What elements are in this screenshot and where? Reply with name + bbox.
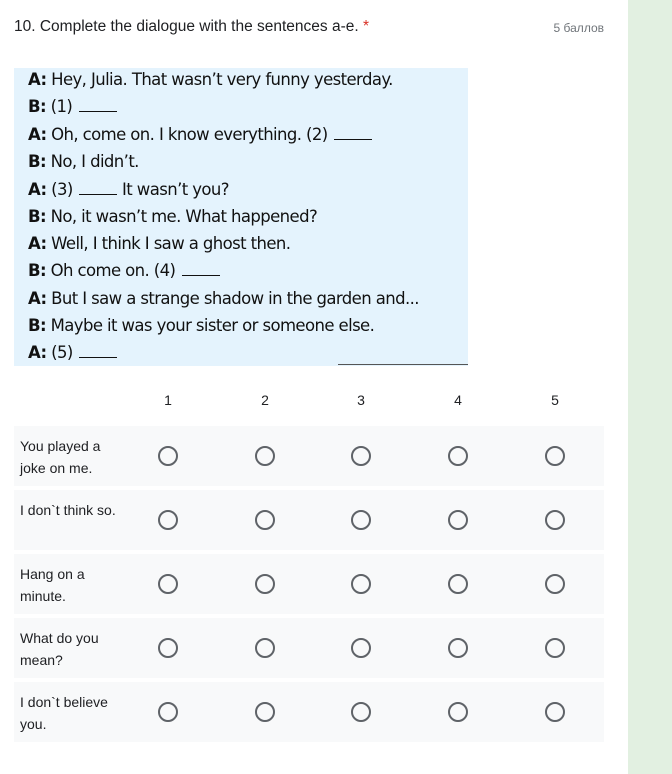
grid-row <box>14 490 604 550</box>
radio-button[interactable] <box>448 574 468 594</box>
radio-button[interactable] <box>255 638 275 658</box>
column-header: 5 <box>551 392 559 408</box>
radio-button[interactable] <box>255 446 275 466</box>
dialogue-line <box>28 125 372 144</box>
radio-button[interactable] <box>351 638 371 658</box>
dialogue-speaker: B: <box>28 316 46 335</box>
row-label: I don`t believe you. <box>20 694 108 732</box>
dialogue-blank <box>79 111 117 112</box>
dialogue-text: (1) <box>50 97 73 116</box>
row-label: Hang on a minute. <box>20 566 85 604</box>
radio-button[interactable] <box>158 702 178 722</box>
column-header: 4 <box>454 392 462 408</box>
radio-button[interactable] <box>255 702 275 722</box>
radio-button[interactable] <box>545 510 565 530</box>
dialogue-line <box>28 289 419 308</box>
radio-button[interactable] <box>158 638 178 658</box>
page-background-side <box>628 0 672 774</box>
column-header: 2 <box>261 392 269 408</box>
dialogue-speaker: A: <box>28 70 47 89</box>
dialogue-speaker: A: <box>28 234 47 253</box>
dialogue-text: Maybe it was your sister or someone else. <box>50 316 375 335</box>
dialogue-text: Well, I think I saw a ghost then. <box>51 234 291 253</box>
dialogue-text: Hey, Julia. That wasn’t very funny yesterday. <box>51 70 393 89</box>
column-header: 1 <box>164 392 172 408</box>
row-label: What do you mean? <box>20 630 99 668</box>
dialogue-blank <box>182 275 220 276</box>
radio-button[interactable] <box>255 510 275 530</box>
radio-button[interactable] <box>351 702 371 722</box>
dialogue-line <box>28 343 117 362</box>
radio-button[interactable] <box>448 702 468 722</box>
required-asterisk: * <box>362 18 370 35</box>
radio-button[interactable] <box>158 510 178 530</box>
row-label: I don`t think so. <box>20 502 116 518</box>
dialogue-text-after: It wasn’t you? <box>122 180 229 199</box>
dialogue-blank <box>79 194 117 195</box>
radio-button[interactable] <box>545 638 565 658</box>
dialogue-line <box>28 261 220 280</box>
radio-button[interactable] <box>448 510 468 530</box>
question-title <box>14 18 369 36</box>
dialogue-text: No, it wasn’t me. What happened? <box>50 207 318 226</box>
dialogue-line <box>28 97 117 116</box>
dialogue-speaker: B: <box>28 152 46 171</box>
radio-button[interactable] <box>448 638 468 658</box>
dialogue-blank <box>334 139 372 140</box>
dialogue-speaker: B: <box>28 207 46 226</box>
radio-button[interactable] <box>158 446 178 466</box>
radio-button[interactable] <box>545 446 565 466</box>
radio-button[interactable] <box>448 446 468 466</box>
dialogue-line <box>28 70 393 89</box>
dialogue-image <box>14 68 468 366</box>
dialogue-text: Oh come on. (4) <box>50 261 176 280</box>
grid-row <box>14 682 604 742</box>
radio-button[interactable] <box>158 574 178 594</box>
radio-button[interactable] <box>545 702 565 722</box>
dialogue-text: (3) <box>51 180 73 199</box>
dialogue-line <box>28 152 139 171</box>
dialogue-speaker: B: <box>28 97 46 116</box>
radio-button[interactable] <box>351 446 371 466</box>
radio-button[interactable] <box>351 510 371 530</box>
points-label: 5 баллов <box>553 21 604 35</box>
grid-row <box>14 426 604 486</box>
radio-button[interactable] <box>351 574 371 594</box>
dialogue-line <box>28 180 229 199</box>
radio-button[interactable] <box>255 574 275 594</box>
grid-row <box>14 618 604 678</box>
dialogue-line <box>28 207 317 226</box>
dialogue-speaker: A: <box>28 289 47 308</box>
dialogue-text: Oh, come on. I know everything. (2) <box>51 125 328 144</box>
dialogue-text: No, I didn’t. <box>50 152 139 171</box>
row-label: You played a joke on me. <box>20 438 101 476</box>
grid-row <box>14 554 604 614</box>
dialogue-speaker: B: <box>28 261 46 280</box>
column-header: 3 <box>357 392 365 408</box>
dialogue-line <box>28 316 374 335</box>
dialogue-speaker: A: <box>28 180 47 199</box>
dialogue-line <box>28 234 290 253</box>
dialogue-text: (5) <box>51 343 73 362</box>
dialogue-speaker: A: <box>28 125 47 144</box>
dialogue-blank <box>79 357 117 358</box>
question-title-text: 10. Complete the dialogue with the sentences a-e. <box>14 18 359 35</box>
dialogue-underline <box>338 364 468 365</box>
dialogue-text: But I saw a strange shadow in the garden and... <box>51 289 419 308</box>
radio-button[interactable] <box>545 574 565 594</box>
dialogue-speaker: A: <box>28 343 47 362</box>
